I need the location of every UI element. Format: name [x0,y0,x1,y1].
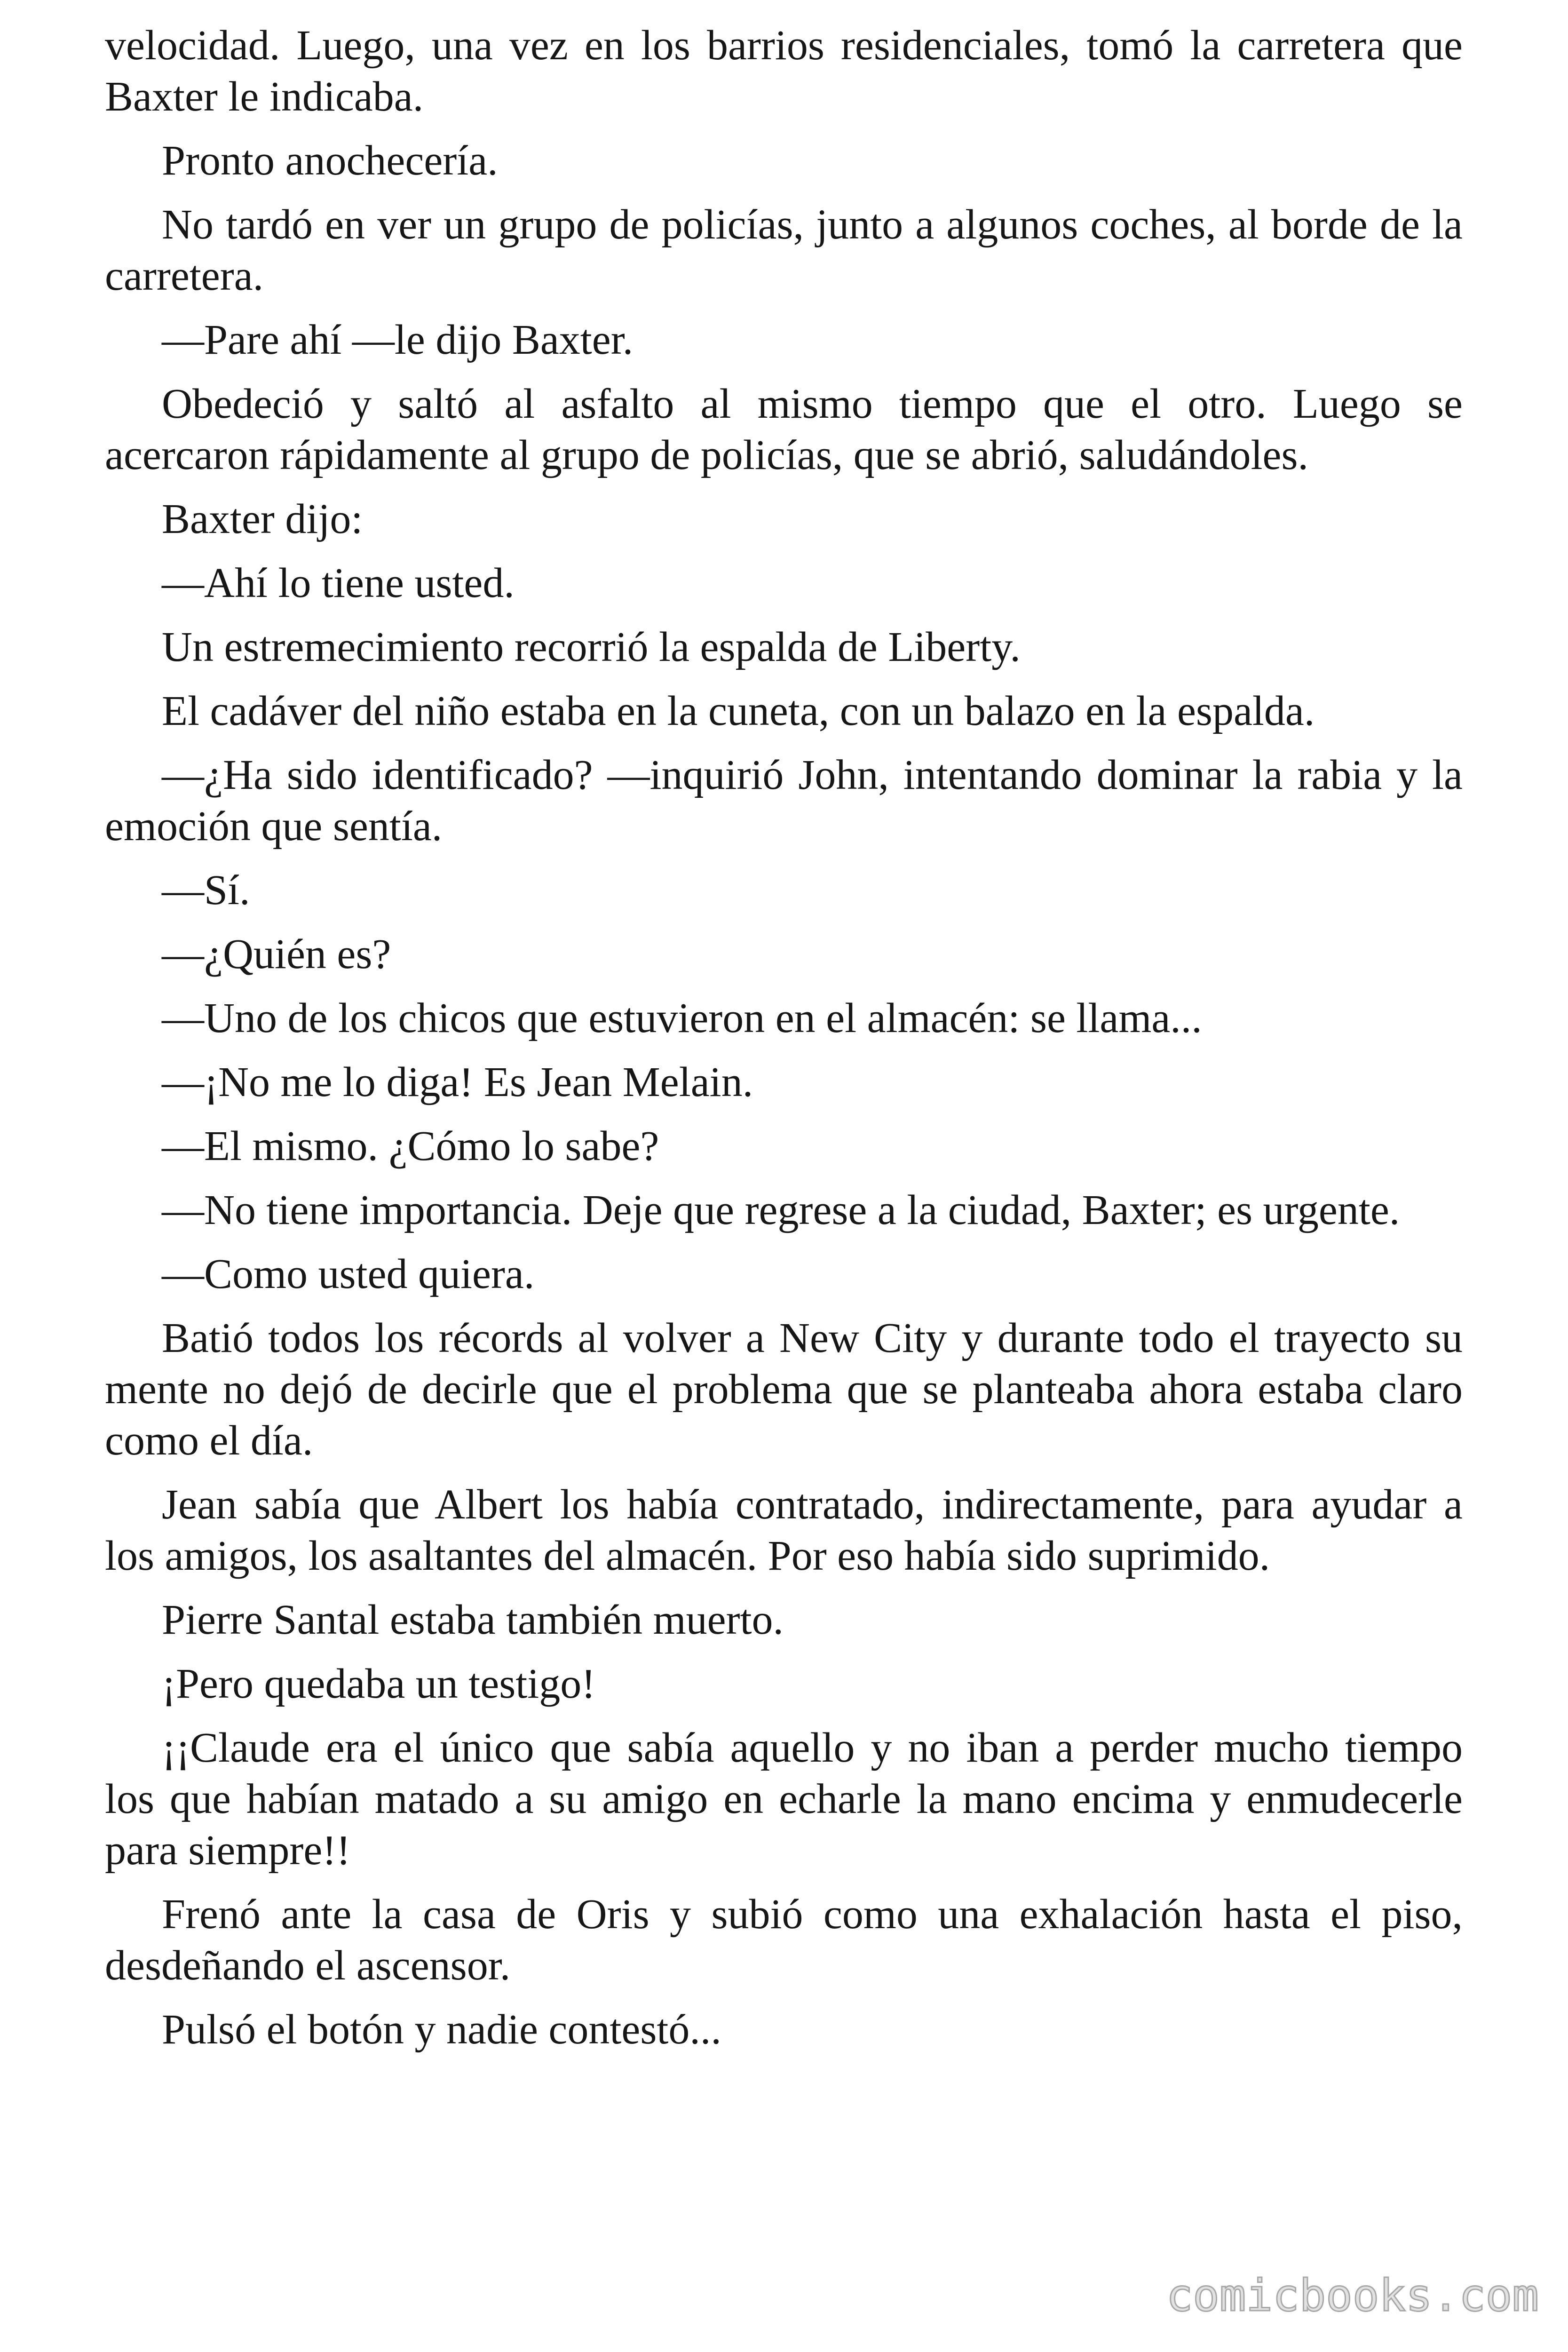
paragraph [105,1057,1463,1108]
text-line: Baxter le indicaba. [105,73,424,120]
paragraph [105,621,1463,673]
paragraph [105,199,1463,302]
paragraph [105,314,1463,366]
text-line: Batió todos los récords al volver a New City y durante todo el trayecto su [162,1315,1463,1361]
text-line: —Sí. [162,867,250,914]
paragraph [105,493,1463,545]
watermark: comicbooks.com [1166,2270,1539,2321]
text-line: desdeñando el ascensor. [105,1942,511,1989]
text-line: emoción que sentía. [105,803,443,850]
text-line: —¿Quién es? [162,931,391,977]
paragraph [105,1658,1463,1709]
paragraph [105,1889,1463,1991]
text-line: —¿Ha sido identificado? —inquirió John, intentando dominar la rabia y la [162,752,1463,798]
text-line: velocidad. Luego, una vez en los barrios residenciales, tomó la carretera que [105,22,1463,69]
text-line: El cadáver del niño estaba en la cuneta, con un balazo en la espalda. [162,688,1315,734]
text-line: —Pare ahí —le dijo Baxter. [162,317,634,363]
paragraph [105,2004,1463,2055]
paragraph [105,1722,1463,1876]
paragraph [105,865,1463,916]
paragraph [105,1184,1463,1236]
text-line: ¡Pero quedaba un testigo! [162,1661,596,1707]
paragraph [105,1248,1463,1300]
text-line: como el día. [105,1417,313,1464]
text-line: —Uno de los chicos que estuvieron en el almacén: se llama... [162,995,1202,1041]
text-line: No tardó en ver un grupo de policías, junto a algunos coches, al borde de la [162,201,1463,248]
text-line: acercaron rápidamente al grupo de policías, que se abrió, saludándoles. [105,432,1308,478]
text-line: Un estremecimiento recorrió la espalda de Liberty. [162,624,1021,670]
text-line: los amigos, los asaltantes del almacén. Por eso había sido suprimido. [105,1533,1270,1579]
text-line: Pronto anochecería. [162,137,498,184]
text-line: mente no dejó de decirle que el problema que se planteaba ahora estaba claro [105,1366,1463,1413]
page-body-text [105,20,1463,2068]
paragraph [105,1594,1463,1645]
text-line: Baxter dijo: [162,496,363,542]
paragraph [105,749,1463,852]
paragraph [105,135,1463,186]
text-line: carretera. [105,253,264,299]
text-line: Frenó ante la casa de Oris y subió como una exhalación hasta el piso, [162,1891,1463,1938]
text-line: los que habían matado a su amigo en echarle la mano encima y enmudecerle [105,1776,1463,1822]
text-line: ¡¡Claude era el único que sabía aquello y no iban a perder mucho tiempo [162,1724,1463,1771]
paragraph [105,1312,1463,1466]
paragraph [105,993,1463,1044]
text-line: —Ahí lo tiene usted. [162,560,515,606]
paragraph [105,929,1463,980]
text-line: Pulsó el botón y nadie contestó... [162,2006,721,2053]
paragraph [105,1479,1463,1581]
text-line: —¡No me lo diga! Es Jean Melain. [162,1059,753,1105]
paragraph [105,20,1463,122]
text-line: Jean sabía que Albert los había contratado, indirectamente, para ayudar a [162,1481,1463,1528]
text-line: —No tiene importancia. Deje que regrese a la ciudad, Baxter; es urgente. [162,1187,1400,1233]
text-line: Pierre Santal estaba también muerto. [162,1597,784,1643]
paragraph [105,378,1463,481]
text-line: —Como usted quiera. [162,1251,535,1297]
paragraph [105,1120,1463,1172]
text-line: Obedeció y saltó al asfalto al mismo tiempo que el otro. Luego se [162,381,1463,427]
paragraph [105,685,1463,737]
text-line: —El mismo. ¿Cómo lo sabe? [162,1123,659,1169]
paragraph [105,557,1463,609]
text-line: para siempre!! [105,1827,351,1874]
